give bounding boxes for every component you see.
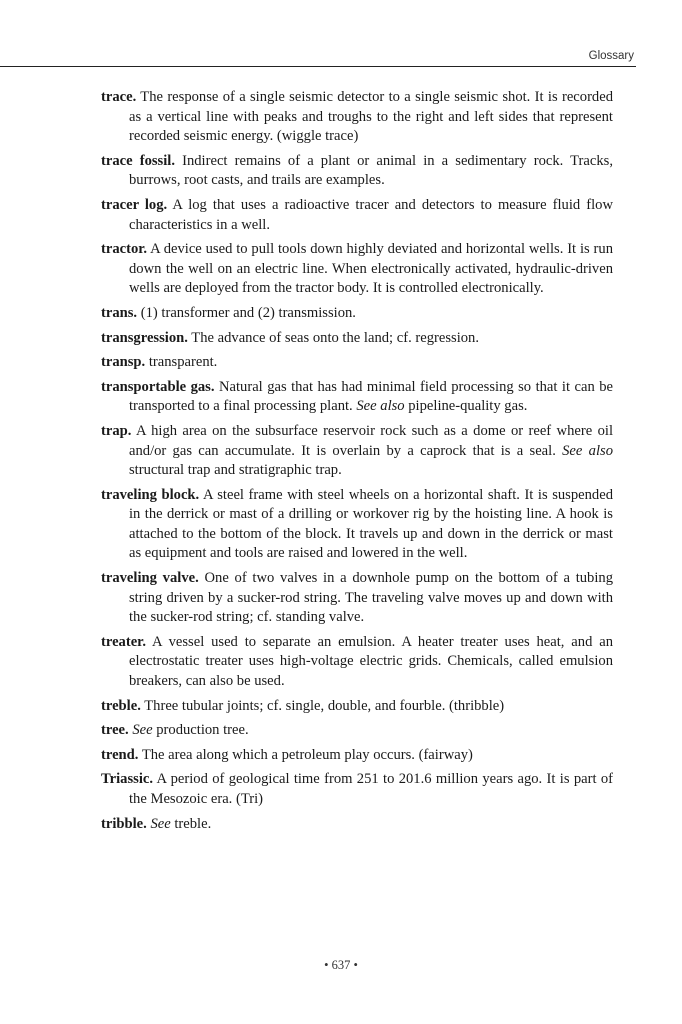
glossary-entry [101, 486, 613, 564]
entry-cross-reference: structural trap and stratigraphic trap. [129, 462, 342, 479]
entry-term: trans. [101, 304, 138, 321]
glossary-entry [101, 353, 613, 373]
entry-term: trace. [101, 89, 137, 105]
glossary-entry [101, 152, 613, 191]
page-number: • 637 • [324, 958, 358, 972]
entry-term: transportable gas. [101, 378, 215, 395]
glossary-entry [101, 746, 613, 766]
entry-term: tribble. [101, 815, 147, 832]
glossary-entry [101, 633, 613, 692]
entry-definition: transparent. [145, 354, 218, 371]
entry-term: trace fossil. [101, 152, 175, 169]
glossary-entry [101, 329, 613, 349]
entry-definition: (1) transformer and (2) transmission. [137, 304, 356, 321]
entry-definition: A period of geological time from 251 to 201.6 million years ago. It is part of the Mesozoic era. (Tri) [129, 771, 613, 807]
entry-definition: A vessel used to separate an emulsion. A heater treater uses heat, and an electrostatic treater uses high-voltage electric grids. Chemicals, called emulsion breakers, can also be used. [129, 633, 613, 690]
entry-term: Triassic. [101, 771, 154, 788]
entry-definition: A device used to pull tools down highly deviated and horizontal wells. It is run down the well on an electric line. When electronically activated, hydraulic-driven wells are deployed from the tractor body. It is controlled electronically. [129, 241, 613, 297]
entry-term: treater. [101, 633, 146, 650]
entry-term: traveling block. [101, 486, 200, 503]
glossary-entry [101, 815, 613, 835]
entry-definition: The area along which a petroleum play occurs. (fairway) [138, 746, 473, 763]
entry-cross-reference: treble. [170, 815, 212, 832]
glossary-entry [101, 240, 613, 299]
entry-cross-reference: production tree. [152, 722, 249, 739]
entry-term: treble. [101, 697, 141, 714]
see-reference: See [146, 815, 171, 832]
entry-definition: Natural gas that has had minimal field processing so that it can be transported to a final processing plant. [129, 378, 613, 415]
glossary-entry [101, 422, 613, 481]
glossary-entry [101, 304, 613, 324]
glossary-entry [101, 378, 613, 417]
glossary-entries [101, 88, 613, 839]
entry-definition: A steel frame with steel wheels on a horizontal shaft. It is suspended in the derrick or mast of a drilling or workover rig by the hoisting line. A hook is attached to the bottom of the block. It travels up and down in the derrick or mast as equipment and tools are raised and lowered in the well. [129, 486, 613, 562]
see-reference: See [128, 722, 153, 739]
entry-definition: Three tubular joints; cf. single, double, and fourble. (thribble) [140, 697, 505, 714]
glossary-entry [101, 770, 613, 809]
glossary-entry [101, 697, 613, 717]
entry-term: transp. [101, 354, 146, 371]
entry-definition: One of two valves in a downhole pump on the bottom of a tubing string driven by a sucker-rod string. The traveling valve moves up and down with the sucker-rod string; cf. standing valve. [129, 570, 613, 626]
header-rule [0, 66, 636, 67]
entry-term: trend. [101, 746, 139, 763]
entry-definition: A log that uses a radioactive tracer and detectors to measure fluid flow characteristics in a well. [129, 196, 613, 233]
entry-definition: A high area on the subsurface reservoir rock such as a dome or reef where oil and/or gas can accumulate. It is overlain by a caprock that is a seal. [129, 422, 613, 459]
entry-term: traveling valve. [101, 570, 199, 587]
entry-term: tracer log. [101, 196, 168, 213]
see-also-reference: See also [352, 398, 405, 415]
entry-definition: Indirect remains of a plant or animal in a sedimentary rock. Tracks, burrows, root casts, and trails are examples. [129, 152, 613, 189]
glossary-entry [101, 569, 613, 628]
entry-cross-reference: pipeline-quality gas. [404, 398, 528, 415]
entry-definition: The response of a single seismic detector to a single seismic shot. It is recorded as a vertical line with peaks and troughs to the right and left sides that represent recorded seismic energy. (wiggle trace) [129, 89, 613, 145]
glossary-entry [101, 88, 613, 147]
entry-term: transgression. [101, 329, 188, 346]
entry-term: tractor. [101, 241, 148, 258]
running-header: Glossary [588, 50, 634, 62]
entry-definition: The advance of seas onto the land; cf. regression. [187, 329, 480, 346]
see-also-reference: See also [555, 442, 613, 459]
entry-term: tree. [101, 722, 129, 739]
glossary-entry [101, 721, 613, 741]
entry-term: trap. [101, 422, 132, 439]
glossary-entry [101, 196, 613, 235]
